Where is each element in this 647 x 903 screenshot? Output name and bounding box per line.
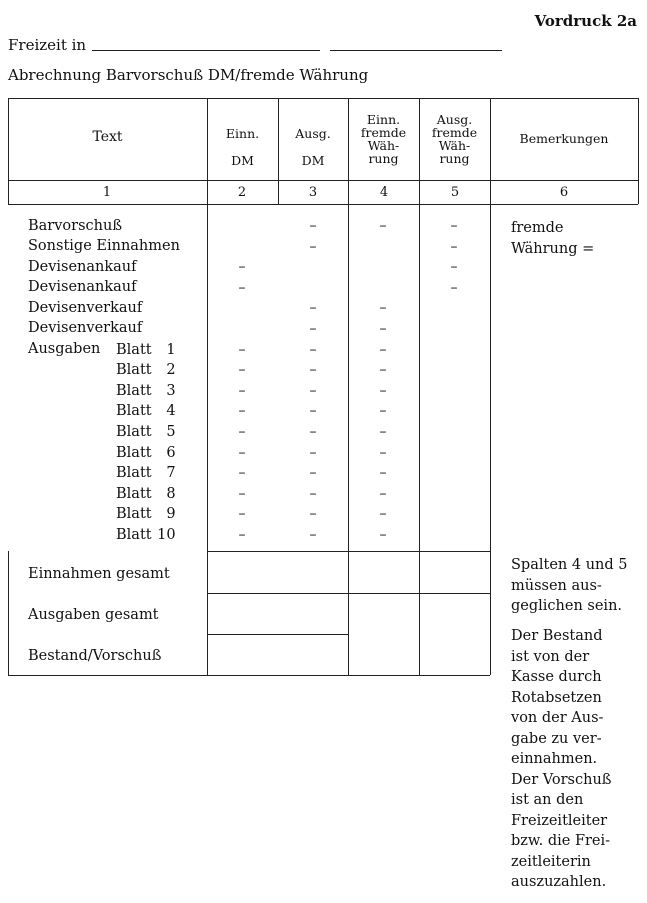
row-label-devisenankauf: Devisenankauf (28, 259, 137, 275)
header-ausg-fremde-waehrung: Ausg. fremde Wäh- rung (431, 112, 478, 166)
row-label-blatt: Blatt 6 (116, 444, 176, 461)
summary-einnahmen-gesamt: Einnahmen gesamt (28, 566, 170, 582)
right-border-header (638, 98, 639, 204)
dash-col-2: – (238, 485, 246, 502)
dash-col-3: – (309, 300, 317, 317)
dash-col-3: – (309, 444, 317, 461)
dash-col-2: – (238, 279, 246, 296)
dash-col-3: – (309, 321, 317, 337)
row-label-devisenankauf: Devisenankauf (28, 279, 137, 295)
freizeit-fill-line-1 (92, 50, 320, 51)
left-border-summary (8, 551, 9, 675)
freizeit-label: Freizeit in (8, 36, 87, 54)
row-label-blatt: Blatt 10 (116, 527, 176, 543)
dash-col-3: – (309, 424, 317, 440)
dash-col-4: – (379, 218, 387, 234)
dash-col-4: – (379, 506, 387, 523)
row-label-blatt: Blatt 4 (116, 403, 176, 420)
dash-col-2: – (238, 403, 246, 420)
col-divider-1 (207, 98, 208, 675)
col-divider-5 (490, 98, 491, 675)
dash-col-5: – (450, 259, 458, 276)
row-label-blatt: Blatt 7 (116, 465, 176, 482)
summary-rule-3 (207, 634, 348, 635)
table-top-rule (8, 98, 638, 99)
summary-bestand-vorschuss: Bestand/Vorschuß (28, 648, 162, 664)
dash-col-3: – (309, 362, 317, 379)
dash-col-2: – (238, 444, 246, 461)
dash-col-3: – (309, 506, 317, 523)
column-number-4: 4 (379, 185, 389, 200)
form-id: Vordruck 2a (534, 12, 637, 30)
dash-col-2: – (238, 341, 246, 358)
dash-col-2: – (238, 382, 246, 399)
header-ausg-dm: Ausg. DM (295, 126, 331, 168)
dash-col-3: – (309, 465, 317, 482)
dash-col-2: – (238, 259, 246, 276)
dash-col-3: – (309, 527, 317, 543)
header-text: Text (92, 129, 123, 145)
table-bottom-rule (8, 675, 490, 676)
row-label-sonstige-einnahmen: Sonstige Einnahmen (28, 238, 180, 254)
row-label-blatt: Blatt 5 (116, 424, 176, 440)
column-number-5: 5 (450, 185, 460, 200)
freizeit-fill-line-2 (330, 50, 502, 51)
dash-col-5: – (450, 218, 458, 234)
form-title: Abrechnung Barvorschuß DM/fremde Währung (8, 66, 369, 84)
row-label-devisenverkauf: Devisenverkauf (28, 320, 143, 336)
remark-currency: fremde Währung = (511, 220, 595, 257)
row-label-blatt: Blatt 2 (116, 362, 176, 379)
dash-col-3: – (309, 485, 317, 502)
left-border-header (8, 98, 9, 204)
row-label-barvorschuss: Barvorschuß (28, 218, 123, 234)
column-number-1: 1 (102, 185, 112, 200)
remark-balance-note: Spalten 4 und 5 müssen aus- geglichen sein. (511, 557, 628, 614)
row-label-ausgaben: Ausgaben (28, 341, 101, 357)
header-einn-dm: Einn. DM (225, 126, 260, 168)
dash-col-5: – (450, 238, 458, 255)
column-number-rule (8, 204, 638, 205)
dash-col-4: – (379, 341, 387, 358)
row-label-blatt: Blatt 1 (116, 341, 176, 358)
remark-instructions: Der Bestand ist von der Kasse durch Rotabsetzen von der Aus- gabe zu ver- einnahmen. Der Vorschuß ist an den Freizeitleiter bzw. die Frei- zeitleiterin auszuzahlen. (511, 628, 612, 890)
dash-col-5: – (450, 279, 458, 296)
dash-col-2: – (238, 527, 246, 543)
dash-col-4: – (379, 362, 387, 379)
dash-col-2: – (238, 362, 246, 379)
dash-col-4: – (379, 424, 387, 440)
dash-col-3: – (309, 403, 317, 420)
dash-col-3: – (309, 238, 317, 255)
column-number-3: 3 (308, 185, 318, 200)
dash-col-4: – (379, 527, 387, 543)
header-bemerkungen: Bemerkungen (519, 131, 609, 146)
dash-col-2: – (238, 506, 246, 523)
dash-col-4: – (379, 321, 387, 337)
dash-col-3: – (309, 341, 317, 358)
header-bottom-rule (8, 180, 638, 181)
col-divider-3 (348, 98, 349, 675)
row-label-blatt: Blatt 3 (116, 382, 176, 399)
dash-col-4: – (379, 444, 387, 461)
row-label-blatt: Blatt 9 (116, 506, 176, 523)
header-einn-fremde-waehrung: Einn. fremde Wäh- rung (360, 112, 407, 166)
dash-col-4: – (379, 382, 387, 399)
column-number-6: 6 (559, 185, 569, 200)
row-label-devisenverkauf: Devisenverkauf (28, 300, 143, 316)
dash-col-4: – (379, 465, 387, 482)
dash-col-3: – (309, 218, 317, 234)
row-label-blatt: Blatt 8 (116, 485, 176, 502)
dash-col-3: – (309, 382, 317, 399)
dash-col-4: – (379, 300, 387, 317)
summary-ausgaben-gesamt: Ausgaben gesamt (28, 607, 159, 623)
col-divider-4 (419, 98, 420, 675)
column-number-2: 2 (237, 185, 247, 200)
dash-col-2: – (238, 424, 246, 440)
dash-col-4: – (379, 403, 387, 420)
dash-col-4: – (379, 485, 387, 502)
dash-col-2: – (238, 465, 246, 482)
